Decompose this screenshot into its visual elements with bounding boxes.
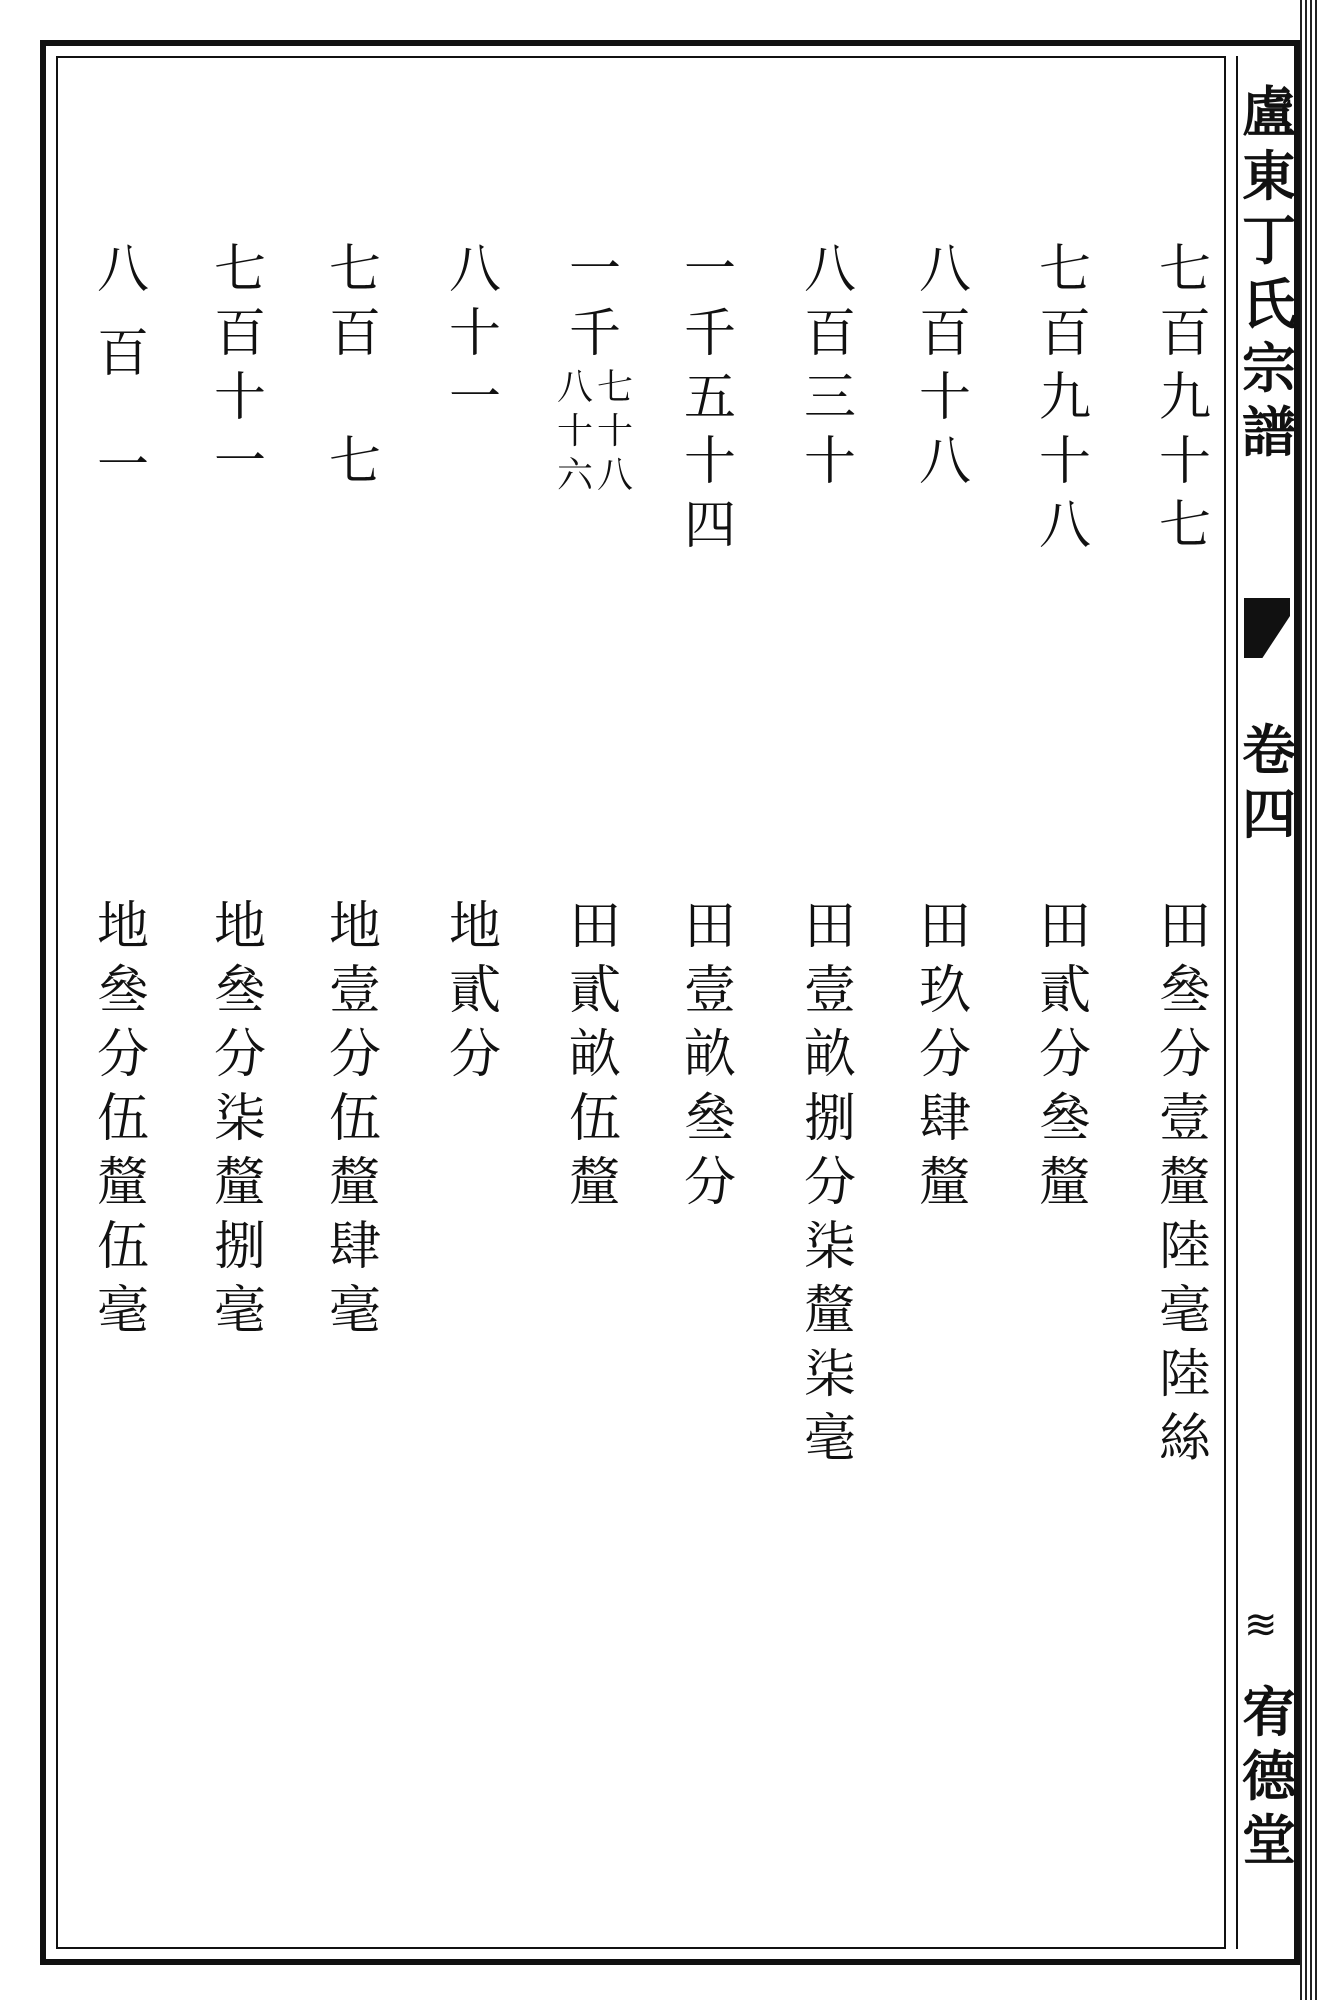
area-char: 釐 — [213, 1153, 266, 1213]
sub-number-char: 十 — [556, 411, 593, 452]
number-char: 八 — [918, 240, 971, 300]
area-char: 田 — [683, 897, 736, 957]
area-char: 分 — [448, 1025, 501, 1085]
margin-hall — [1238, 1680, 1300, 1872]
area-char: 陸 — [1158, 1345, 1211, 1405]
lot-number-column — [205, 238, 275, 494]
sub-number-char: 十 — [597, 411, 634, 452]
area-char: 地 — [328, 897, 381, 957]
number-char: 八 — [1038, 496, 1091, 556]
number-char: 十 — [1038, 432, 1091, 492]
number-char: 七 — [328, 240, 381, 300]
number-char: 七 — [1038, 240, 1091, 300]
area-char: 肆 — [918, 1089, 971, 1149]
number-char: 八 — [96, 240, 149, 300]
area-char: 伍 — [328, 1089, 381, 1149]
area-char: 捌 — [213, 1217, 266, 1277]
margin-hall-char: 德 — [1242, 1744, 1296, 1808]
margin-title-char: 丁 — [1242, 208, 1296, 272]
sub-number-char: 八 — [597, 455, 634, 496]
area-char: 絲 — [1158, 1409, 1211, 1469]
number-char: 十 — [803, 432, 856, 492]
area-char: 壹 — [1158, 1089, 1211, 1149]
lot-number-column — [556, 238, 634, 498]
number-char: 千 — [683, 304, 736, 364]
area-char: 田 — [1158, 897, 1211, 957]
area-column — [205, 895, 275, 1343]
margin-volume — [1238, 718, 1300, 846]
area-char: 分 — [213, 1025, 266, 1085]
area-char: 釐 — [96, 1153, 149, 1213]
area-char: 地 — [213, 897, 266, 957]
area-char: 柒 — [803, 1345, 856, 1405]
area-column — [1030, 895, 1100, 1215]
lot-number-column — [88, 238, 158, 498]
margin-title — [1238, 80, 1300, 464]
number-char: 一 — [448, 368, 501, 428]
lot-number-column — [910, 238, 980, 494]
area-char: 毫 — [213, 1281, 266, 1341]
area-char: 分 — [803, 1153, 856, 1213]
area-char: 伍 — [96, 1217, 149, 1277]
area-char: 壹 — [803, 961, 856, 1021]
area-char: 分 — [683, 1153, 736, 1213]
number-char: 十 — [448, 304, 501, 364]
number-char: 百 — [96, 324, 149, 384]
margin-title-char: 氏 — [1242, 272, 1296, 336]
number-char: 百 — [328, 304, 381, 364]
area-char: 毫 — [1158, 1281, 1211, 1341]
area-char: 伍 — [96, 1089, 149, 1149]
area-char: 釐 — [568, 1153, 621, 1213]
sub-number-char: 七 — [597, 367, 634, 408]
area-char: 分 — [1158, 1025, 1211, 1085]
area-char: 釐 — [918, 1153, 971, 1213]
area-char: 田 — [568, 897, 621, 957]
number-char: 五 — [683, 368, 736, 428]
area-char: 玖 — [918, 961, 971, 1021]
lot-number-column — [675, 238, 745, 558]
number-char: 九 — [1038, 368, 1091, 428]
number-char: 八 — [448, 240, 501, 300]
wave-mark-icon: ≋ — [1244, 1602, 1278, 1648]
margin-volume-char: 四 — [1242, 782, 1296, 846]
margin-volume-char: 卷 — [1242, 718, 1296, 782]
area-char: 釐 — [328, 1153, 381, 1213]
number-char: 十 — [683, 432, 736, 492]
area-char: 釐 — [803, 1281, 856, 1341]
area-char: 壹 — [328, 961, 381, 1021]
area-char: 田 — [1038, 897, 1091, 957]
number-char: 十 — [213, 368, 266, 428]
number-char: 一 — [213, 432, 266, 492]
number-char: 七 — [1158, 240, 1211, 300]
margin-hall-char: 宥 — [1242, 1680, 1296, 1744]
area-char: 地 — [448, 897, 501, 957]
sub-column-right — [597, 366, 633, 498]
area-char: 貳 — [448, 961, 501, 1021]
area-column — [675, 895, 745, 1215]
area-char: 柒 — [213, 1089, 266, 1149]
area-char: 毫 — [328, 1281, 381, 1341]
area-column — [320, 895, 390, 1343]
area-char: 分 — [1038, 1025, 1091, 1085]
number-char: 一 — [568, 240, 621, 300]
area-char: 陸 — [1158, 1217, 1211, 1277]
area-char: 田 — [803, 897, 856, 957]
area-char: 分 — [96, 1025, 149, 1085]
number-char: 一 — [96, 436, 149, 496]
area-column — [910, 895, 980, 1215]
margin-title-char: 盧 — [1242, 80, 1296, 144]
area-char: 釐 — [1038, 1153, 1091, 1213]
area-char: 叄 — [683, 1089, 736, 1149]
margin-title-char: 東 — [1242, 144, 1296, 208]
area-char: 叄 — [213, 961, 266, 1021]
lot-number-column — [795, 238, 865, 494]
number-char: 八 — [803, 240, 856, 300]
area-char: 壹 — [683, 961, 736, 1021]
area-char: 貳 — [1038, 961, 1091, 1021]
number-char: 七 — [1158, 496, 1211, 556]
number-char: 三 — [803, 368, 856, 428]
number-char: 一 — [683, 240, 736, 300]
number-char: 七 — [213, 240, 266, 300]
area-char: 叄 — [1158, 961, 1211, 1021]
area-char: 畝 — [568, 1025, 621, 1085]
margin-title-char: 宗 — [1242, 336, 1296, 400]
area-char: 叄 — [1038, 1089, 1091, 1149]
area-char: 分 — [328, 1025, 381, 1085]
number-char: 八 — [918, 432, 971, 492]
number-char: 四 — [683, 496, 736, 556]
area-char: 地 — [96, 897, 149, 957]
area-column — [560, 895, 630, 1215]
area-char: 捌 — [803, 1089, 856, 1149]
sub-number-char: 六 — [556, 455, 593, 496]
area-column — [795, 895, 865, 1471]
area-char: 伍 — [568, 1089, 621, 1149]
book-edge — [1300, 0, 1318, 2000]
margin-title-char: 譜 — [1242, 400, 1296, 464]
margin-hall-char: 堂 — [1242, 1808, 1296, 1872]
area-char: 毫 — [96, 1281, 149, 1341]
number-char: 十 — [1158, 432, 1211, 492]
lot-number-column — [1150, 238, 1220, 558]
number-char: 九 — [1158, 368, 1211, 428]
number-char: 百 — [213, 304, 266, 364]
split-number-pair — [557, 366, 633, 498]
area-char: 柒 — [803, 1217, 856, 1277]
sub-number-char: 八 — [556, 367, 593, 408]
area-char: 畝 — [803, 1025, 856, 1085]
number-char: 百 — [1038, 304, 1091, 364]
number-char: 十 — [918, 368, 971, 428]
number-char: 百 — [803, 304, 856, 364]
area-char: 叄 — [96, 961, 149, 1021]
area-column — [1150, 895, 1220, 1471]
number-char: 百 — [918, 304, 971, 364]
area-char: 分 — [918, 1025, 971, 1085]
area-char: 貳 — [568, 961, 621, 1021]
area-char: 畝 — [683, 1025, 736, 1085]
area-char: 毫 — [803, 1409, 856, 1469]
area-column — [440, 895, 510, 1087]
lot-number-column — [440, 238, 510, 430]
number-char: 百 — [1158, 304, 1211, 364]
number-char: 七 — [328, 432, 381, 492]
lot-number-column — [1030, 238, 1100, 558]
area-char: 田 — [918, 897, 971, 957]
area-char: 釐 — [1158, 1153, 1211, 1213]
number-char: 千 — [568, 304, 621, 364]
sub-column-left — [557, 366, 593, 498]
area-char: 肆 — [328, 1217, 381, 1277]
area-column — [88, 895, 158, 1343]
lot-number-column — [320, 238, 390, 494]
